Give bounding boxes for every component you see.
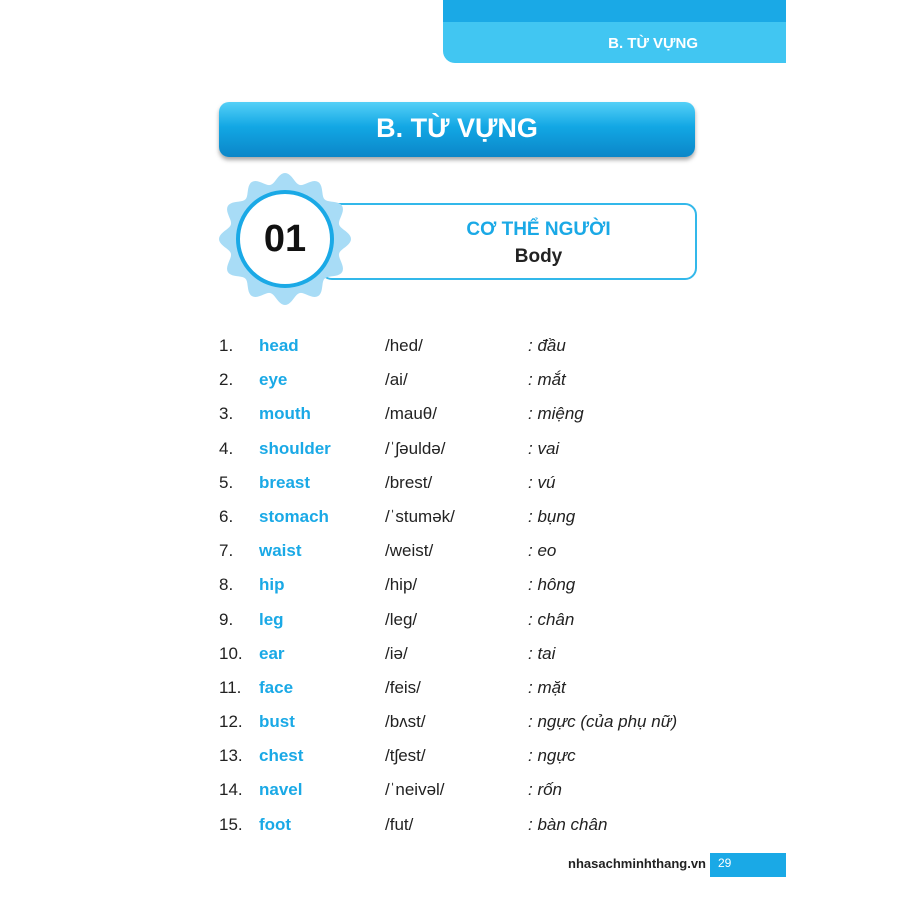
vocab-word: stomach <box>259 506 329 526</box>
vocab-word: breast <box>259 472 311 492</box>
vocab-word: chest <box>259 746 304 766</box>
vocab-meaning: : eo <box>528 541 557 561</box>
vocab-number: 3. <box>219 404 234 424</box>
vocab-word: face <box>259 677 294 697</box>
vocab-word: foot <box>259 814 292 834</box>
footer-page-box <box>710 853 786 877</box>
vocab-meaning: : hông <box>528 575 576 595</box>
vocab-meaning: : đầu <box>528 336 566 355</box>
vocab-row <box>219 537 699 571</box>
vocab-number: 2. <box>219 370 234 390</box>
vocab-word: eye <box>259 370 288 390</box>
vocab-number: 12. <box>219 712 243 732</box>
vocab-meaning: : mặt <box>528 677 566 697</box>
vocab-number: 14. <box>219 780 243 800</box>
vocab-ipa: /weist/ <box>385 541 434 561</box>
footer-website: nhasachminhthang.vn <box>568 856 706 871</box>
vocab-ipa: /hed/ <box>385 336 423 355</box>
vocab-ipa: /leg/ <box>385 609 418 629</box>
vocab-row <box>219 674 699 708</box>
topic-header-box <box>320 203 697 280</box>
vocab-row <box>219 742 699 776</box>
vocab-row <box>219 366 699 400</box>
vocab-meaning: : ngực <box>528 746 576 766</box>
vocab-meaning: : chân <box>528 609 575 629</box>
vocab-meaning: : mắt <box>528 370 566 390</box>
vocab-row <box>219 435 699 469</box>
vocab-row <box>219 640 699 674</box>
vocab-number: 13. <box>219 746 243 766</box>
vocab-row <box>219 332 699 366</box>
vocab-number: 11. <box>219 677 242 697</box>
vocab-word: navel <box>259 780 303 800</box>
vocab-number: 8. <box>219 575 234 595</box>
vocab-row <box>219 776 699 810</box>
vocab-number: 10. <box>219 643 243 663</box>
vocab-meaning: : tai <box>528 643 556 663</box>
topic-title-en: Body <box>514 246 563 267</box>
vocab-ipa: /iə/ <box>385 643 408 663</box>
vocab-number: 4. <box>219 438 234 458</box>
vocab-row <box>219 708 699 742</box>
vocab-ipa: /ˈstumək/ <box>385 506 455 526</box>
vocab-row <box>219 469 699 503</box>
vocab-word: ear <box>259 643 285 663</box>
vocab-meaning: : rốn <box>528 780 563 800</box>
vocab-number: 7. <box>219 541 234 561</box>
vocab-word: shoulder <box>259 438 331 458</box>
vocab-meaning: : ngực (của phụ nữ) <box>528 712 678 732</box>
vocab-row <box>219 811 699 845</box>
topic-title-vn: CƠ THỂ NGƯỜI <box>466 219 611 240</box>
topic-number: 01 <box>263 218 307 260</box>
vocabulary-list <box>219 332 699 845</box>
vocab-ipa: /hip/ <box>385 575 418 595</box>
vocab-ipa: /fut/ <box>385 814 414 834</box>
vocab-ipa: /ˈʃəuldə/ <box>385 438 446 458</box>
vocab-meaning: : bụng <box>528 506 576 526</box>
section-title-bar <box>219 102 695 157</box>
vocab-word: leg <box>259 609 284 629</box>
vocab-row <box>219 503 699 537</box>
vocab-word: hip <box>259 575 285 595</box>
vocab-ipa: /mauθ/ <box>385 404 437 424</box>
vocab-number: 6. <box>219 506 234 526</box>
vocab-number: 15. <box>219 814 243 834</box>
header-strip <box>443 0 786 22</box>
vocab-meaning: : bàn chân <box>528 814 608 834</box>
vocab-row <box>219 571 699 605</box>
vocab-word: mouth <box>259 404 311 424</box>
vocab-word: head <box>259 336 299 355</box>
page-number: 29 <box>718 856 732 870</box>
vocab-row <box>219 606 699 640</box>
vocab-ipa: /feis/ <box>385 677 421 697</box>
vocab-ipa: /ai/ <box>385 370 408 390</box>
section-title: B. TỪ VỰNG <box>376 113 538 143</box>
vocab-meaning: : miệng <box>528 404 584 424</box>
vocab-ipa: /brest/ <box>385 472 433 492</box>
vocab-row <box>219 400 699 434</box>
vocab-meaning: : vai <box>528 438 560 458</box>
vocab-ipa: /ˈneivəl/ <box>385 780 445 800</box>
header-tab <box>443 22 786 63</box>
vocab-word: bust <box>259 712 295 732</box>
vocab-ipa: /tʃest/ <box>385 746 426 766</box>
vocab-number: 1. <box>219 336 234 355</box>
vocab-ipa: /bʌst/ <box>385 712 426 732</box>
vocab-word: waist <box>259 541 302 561</box>
vocab-number: 9. <box>219 609 234 629</box>
vocab-number: 5. <box>219 472 234 492</box>
vocab-meaning: : vú <box>528 472 556 492</box>
header-tab-label: B. TỪ VỰNG <box>608 35 698 52</box>
